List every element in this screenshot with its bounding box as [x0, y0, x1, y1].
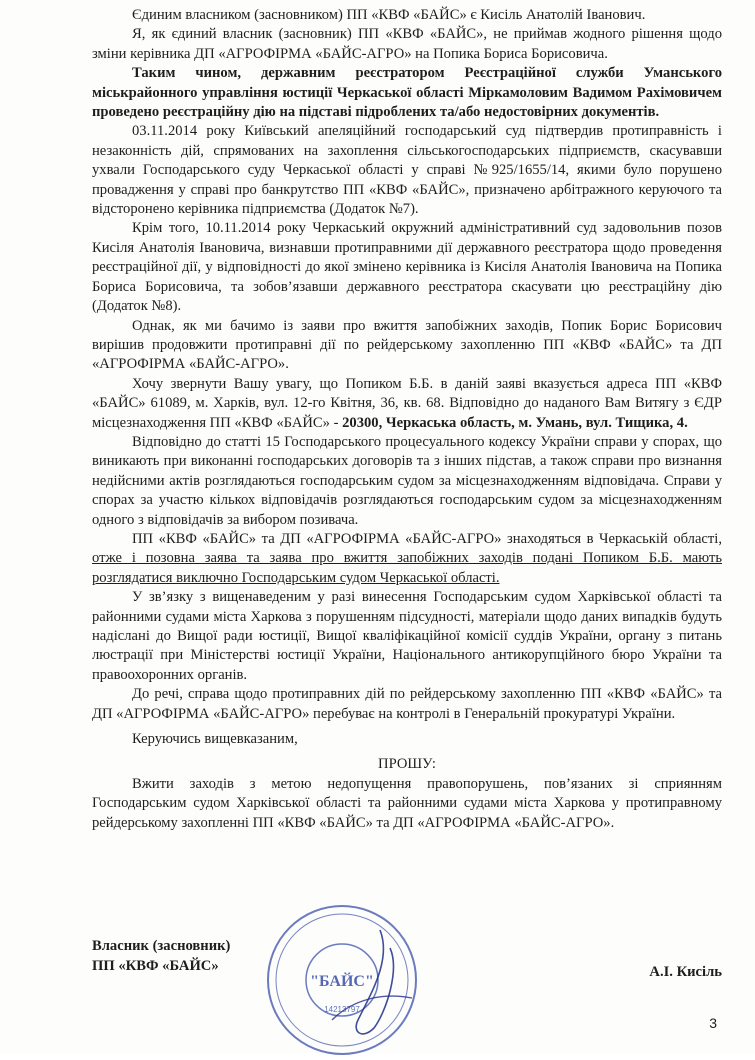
- paragraph: До речі, справа щодо протиправних дій по рейдерському захопленню ПП «КВФ «БАЙС» та ДП «АГРОФІРМА «БАЙС-АГРО» перебуває на контролі в Генеральній прокуратурі України.: [92, 686, 722, 722]
- paragraph: 03.11.2014 року Київський апеляційний господарський суд підтвердив протиправність і незаконність дій, спрямованих на захоплення сільськогосподарських підприємств, скасувавши ухвали Господарського суду Черкаської області у справі №925/1655/14, якими було порушено провадження у справі про банкрутство ПП «КВФ «БАЙС», призначено арбітражного керуючого та відсторонено керівника підприємства (Додаток №7).: [92, 123, 722, 218]
- paragraph: Відповідно до статті 15 Господарського процесуального кодексу України справи у спорах, що виникають при виконанні господарських договорів та з інших підстав, а також справи про визнання недійсними актів розглядаються господарським судом за місцезнаходженням відповідача. Справи у спорах за участю кількох відповідачів розглядаються господарським судом за місцезнаходженням одного з відповідачів за вибором позивача.: [92, 433, 722, 528]
- text-run: Хочу звернути Вашу увагу, що Попиком Б.Б. в даній заяві вказується адреса ПП «КВФ «БАЙС» 61089, м. Харків, вул. 12-го Квітня, 36, кв. 68. Відповідно до наданого Вам Витягу з ЄДР місцезнаходження ПП «КВФ «БАЙС» -: [92, 375, 722, 431]
- page-number: 3: [709, 1015, 717, 1031]
- underlined-text: отже і позовна заява та заява про вжиття запобіжних заходів подані Попиком Б.Б. мають розглядатися виключно Господарським судом Черкаської області.: [92, 550, 722, 586]
- text-run: ПП «КВФ «БАЙС» та ДП «АГРОФІРМА «БАЙС-АГРО» знаходяться в Черкаській області,: [132, 530, 722, 547]
- section-heading: ПРОШУ:: [378, 756, 436, 773]
- paragraph: Керуючись вищевказаним,: [132, 731, 298, 748]
- paragraph-bold: Таким чином, державним реєстратором Реєстраційної служби Уманського міськрайонного управління юстиції Черкаської області Міркамоловим Вадимом Рахімовичем проведено реєстраційну дію на підставі підроблених та/або недостовірних документів.: [92, 65, 722, 121]
- paragraph: У зв’язку з вищенаведеним у разі винесення Господарським судом Харківської області та районними судами міста Харкова з порушенням підсудності, матеріали щодо даних випадків будуть надіслані до Вищої ради юстиції, Вищої кваліфікаційної комісії суддів України, органу з питань люстрації при Міністерстві юстиції України, Національного антикорупційного бюро України та правоохоронних органів.: [92, 589, 722, 683]
- stamp-center-text: "БАЙС": [310, 973, 374, 990]
- signatory-role: [92, 936, 230, 976]
- paragraph: [92, 530, 722, 588]
- document-body: [92, 6, 722, 833]
- role-line: Власник (засновник): [92, 938, 231, 954]
- paragraph: [92, 375, 722, 433]
- paragraph: Однак, як ми бачимо із заяви про вжиття запобіжних заходів, Попик Борис Борисович вирішив продовжити протиправні дії по рейдерському захопленню ПП «КВФ «БАЙС» та ДП «АГРОФІРМА «БАЙС-АГРО».: [92, 317, 722, 373]
- paragraph: Я, як єдиний власник (засновник) ПП «КВФ «БАЙС», не приймав жодного рішення щодо зміни керівника ДП «АГРОФІРМА «БАЙС-АГРО» на Попика Бориса Борисовича.: [92, 26, 722, 62]
- signatory-name: А.І. Кисіль: [649, 964, 722, 980]
- stamp-number: 14213797: [324, 1005, 360, 1014]
- role-line: ПП «КВФ «БАЙС»: [92, 958, 219, 974]
- address-bold: 20300, Черкаська область, м. Умань, вул. Тищика, 4.: [342, 414, 688, 431]
- paragraph: Вжити заходів з метою недопущення правопорушень, пов’язаних зі сприянням Господарським судом Харківської області та районними судами міста Харкова у протиправному рейдерському захопленні ПП «КВФ «БАЙС» та ДП «АГРОФІРМА «БАЙС-АГРО».: [92, 775, 722, 831]
- paragraph: Єдиним власником (засновником) ПП «КВФ «БАЙС» є Кисіль Анатолій Іванович.: [132, 7, 646, 23]
- paragraph: Крім того, 10.11.2014 року Черкаський окружний адміністративний суд задовольнив позов Кисіля Анатолія Івановича, визнавши протиправними дії державного реєстратора щодо проведення реєстраційної дії, у відповідності до якої змінено керівника із Кисіля Анатолія Івановича на Попика Бориса Борисовича, та зобов’язавши державного реєстратора скасувати цю реєстраційну дію (Додаток №8).: [92, 220, 722, 315]
- signature-block: [92, 936, 722, 996]
